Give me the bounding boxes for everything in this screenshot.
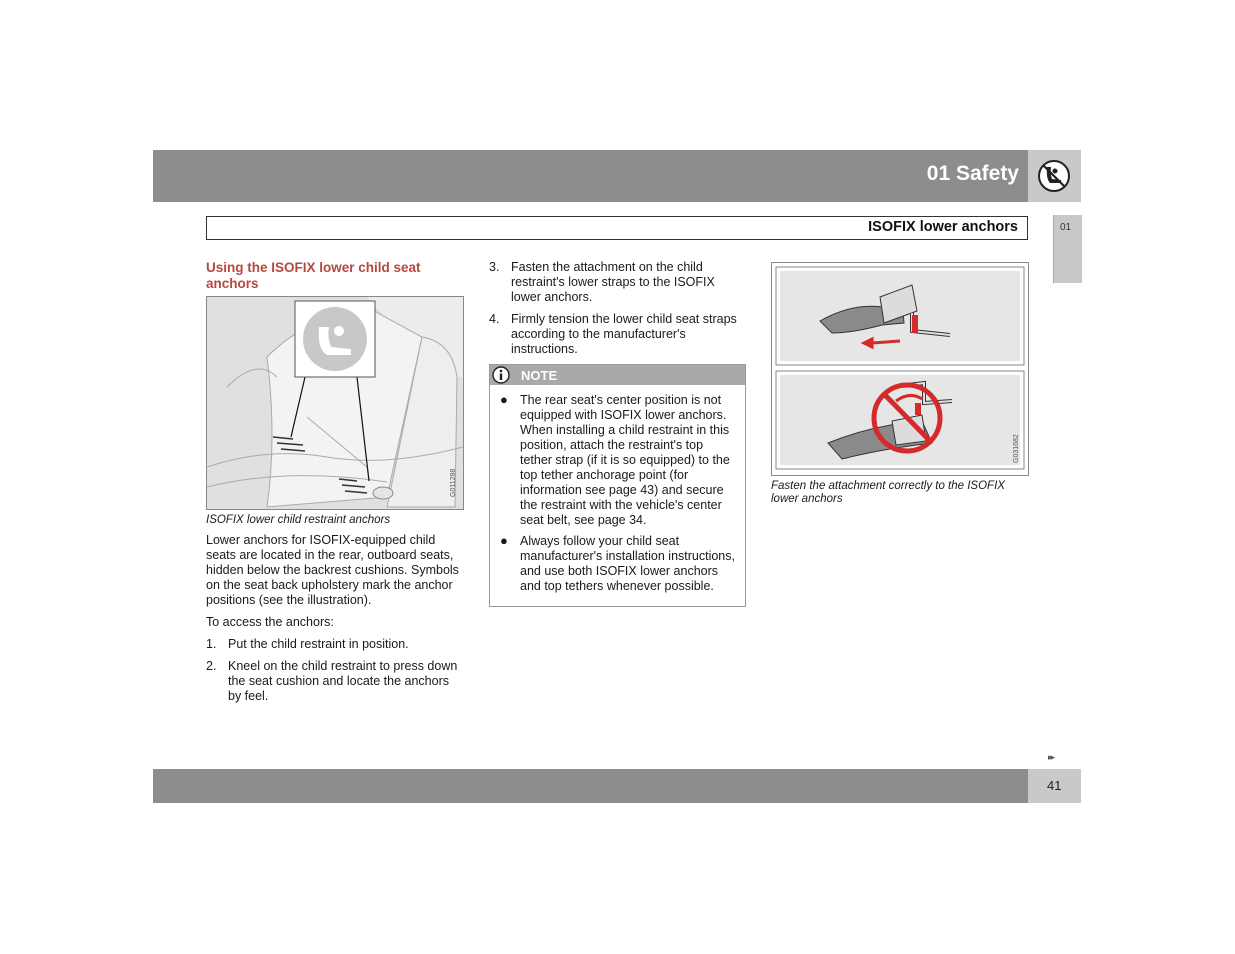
figure-code-left: G011288 [450,468,457,497]
note-text: The rear seat's center position is not equipped with ISOFIX lower anchors. When installing a child restraint in this position, attach the restraint's top tether strap (if it is so equipped) to the top tether anchorage point (for information see page 43) and secure the restraint with the vehicle's center seat belt, see page 34. [520,393,730,527]
isofix-attachment-illustration [771,262,1029,476]
bullet-icon: ● [500,533,508,548]
step-number: 2. [206,659,217,673]
steps-list [206,637,464,704]
list-item [490,534,737,594]
note-header [490,365,745,385]
rear-seat-drawing [207,297,463,509]
list-item [206,659,464,704]
list-item [489,312,747,357]
step-text: Kneel on the child restraint to press down the seat cushion and locate the anchors by feel. [228,659,458,703]
body-paragraph: Lower anchors for ISOFIX-equipped child seats are located in the rear, outboard seats, hidden below the backrest cushions. Symbols on the seat back upholstery mark the anchor positions (see the illustration). [206,533,459,607]
note-label: NOTE [521,368,558,383]
list-item [206,637,464,652]
section-bar [206,216,1028,240]
column-right [771,262,1031,512]
page-number-box [1028,769,1081,803]
steps-list [489,260,747,357]
list-item [490,393,737,528]
chapter-side-tab-label: 01 [1060,222,1072,233]
step-text: Fasten the attachment on the child restraint's lower straps to the ISOFIX lower anchors. [511,260,715,304]
figure-caption-left: ISOFIX lower child restraint anchors [206,514,391,526]
section-heading: Using the ISOFIX lower child seat anchors [206,260,421,291]
chapter-title: 01 Safety [926,162,1019,185]
list-item [489,260,747,305]
step-number: 3. [489,260,500,274]
step-number: 1. [206,637,217,651]
column-left [206,260,464,711]
section-title: ISOFIX lower anchors [868,219,1018,235]
chapter-header [153,150,1081,202]
note-list [490,385,745,606]
child-seat-prohibited-icon [1037,159,1071,193]
attachment-drawing [772,263,1028,475]
note-box [489,364,746,607]
chapter-side-tab[interactable] [1053,215,1082,283]
bullet-icon: ● [500,392,508,407]
column-middle [489,260,747,607]
step-text: Firmly tension the lower child seat straps according to the manufacturer's instructions. [511,312,737,356]
figure-caption-right: Fasten the attachment correctly to the ISOFIX lower anchors [771,480,1005,505]
isofix-anchor-illustration [206,296,464,510]
step-number: 4. [489,312,500,326]
info-icon [491,366,511,384]
body-paragraph: To access the anchors: [206,615,334,629]
figure-code-right: G031682 [1013,434,1020,463]
page-number: 41 [1047,778,1062,793]
page-footer [153,769,1081,803]
note-text: Always follow your child seat manufacturer's installation instructions, and use both ISOFIX lower anchors and top tethers whenever possible. [520,534,735,593]
step-text: Put the child restraint in position. [228,637,409,651]
chapter-icon-box [1028,150,1081,202]
continue-arrows-icon: ▸▸ [1048,752,1054,762]
